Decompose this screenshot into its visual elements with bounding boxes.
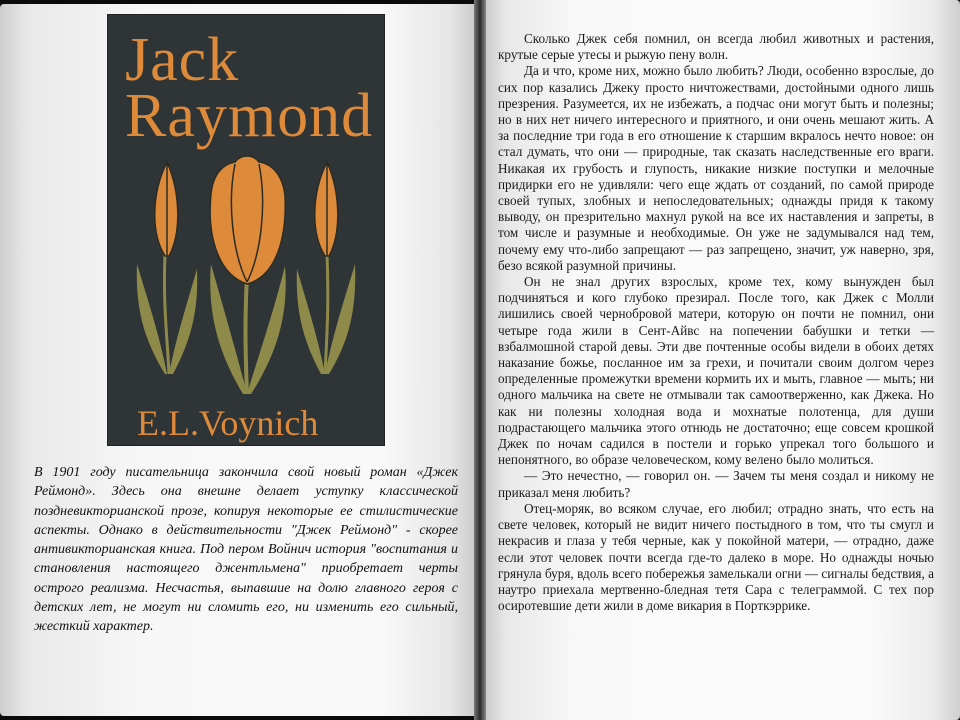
left-crocus — [137, 162, 197, 374]
paragraph: Да и что, кроме них, можно было любить? Люди, особенно взрослые, до сих пор казались Джеку просто ничтожествами, достойными одного лишь презрения. Разумеется, их не избежать, а подчас они могут быть и полезны; но в них нет ничего интересного и приятного, и они очень мешают жить. А за последние три года в его отношение к старшим вкралось нечто новое: он стал думать, что они — природные, так сказать наследственные его враги. Никакая их грубость и глупость, никакие низкие поступки и мелочные придирки его не удивляли: чего еще ждать от созданий, по самой природе своей тупых, злобных и непоследовательных; однажды придя к такому выводу, он презрительно махнул рукой на все их наставления и запреты, в том числе и разумные и необходимые. Он уже не задумывался над тем, почему ему что-либо запрещают — раз запрещено, значит, уж наверно, зря, безо всякой разумной причины. — [498, 63, 934, 273]
center-crocus — [210, 156, 286, 394]
right-crocus — [297, 162, 356, 374]
paragraph: Отец-моряк, во всяком случае, его любил; отрадно знать, что есть на свете человек, который не видит ничего постыдного в том, что ты смугл и некрасив и глаза у тебя черные, как у покойной матери, — отрадно, даже если этот человек почти всегда где-то далеко в море. Но однажды ночью грянула буря, вдоль всего побережья замелькали огни — сигналы бедствия, а наутро приехала мертвенно-бледная тетя Сара с телеграммой. С тех пор осиротевшие дети жили в доме викария в Порткэррике. — [498, 500, 934, 614]
chapter-text — [498, 31, 934, 614]
book-spine — [474, 0, 486, 720]
paragraph: Он не знал других взрослых, кроме тех, кому вынужден был подчиняться и кого глубоко презирал. После того, как Джек с Молли лишились своей чернобровой матери, которую он почти не помнил, они четыре года жили в Сент-Айвс на попечении бабушки и тетки — взбалмошной старой девы. Эти две почтенные особы видели в обоих детях наказание божье, посланное им за грехи, и почитали своим долгом через определенные промежутки времени кормить их и мыть, главное — мыть; ни одного мальчика на свете не отмывали так самоотверженно, как Джека. Но как ни полезны холодная вода и мохнатые полотенца, для души подрастающего мальчика этого отнюдь не достаточно; еще совсем крошкой Джек по ночам садился в постели и горько упрекал того большого и непонятного, во образе человеческом, кому велено было молиться. — [498, 274, 934, 468]
cover-author: E.L.Voynich — [137, 403, 319, 443]
book-cover-image — [107, 14, 385, 446]
paragraph: Сколько Джек себя помнил, он всегда любил животных и растения, крутые серые утесы и рыжую пену волн. — [498, 31, 934, 63]
cover-caption: В 1901 году писательница закончила свой новый роман «Джек Реймонд». Здесь она внешне делает уступку классической поздневикторианской прозе, копируя некоторые ее стилистические аспекты. Однако в действительности "Джек Реймонд" - скорее антивикторианская книга. Под пером Войнич история "воспитания и становления настоящего джентльмена" приобретает черты острого реализма. Несчастья, выпавшие на долю главного героя с детских лет, не могут ни сломить его, ни изменить его сильный, жесткий характер. — [34, 465, 458, 635]
paragraph: — Это нечестно, — говорил он. — Зачем ты меня создал и никому не приказал меня любить? — [498, 468, 934, 500]
cover-title — [125, 26, 385, 150]
cover-title-line-2: Raymond — [125, 82, 374, 150]
cover-title-line-1: Jack — [125, 26, 240, 94]
